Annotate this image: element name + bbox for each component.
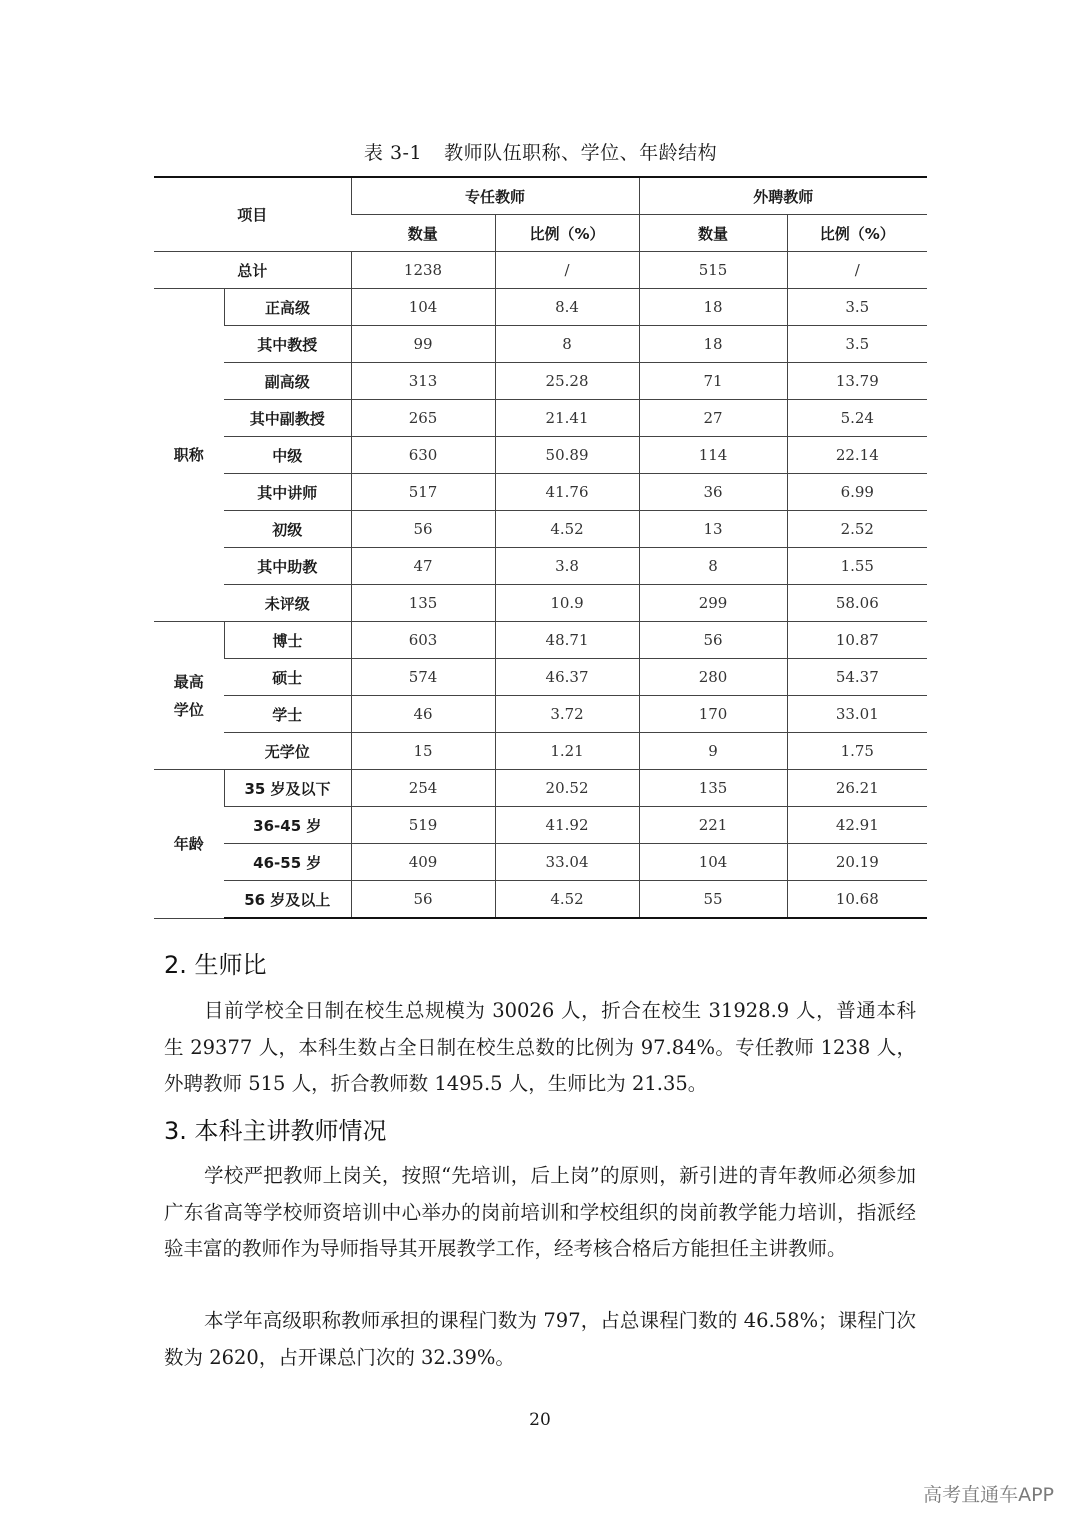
cell-value: 99 (351, 326, 495, 363)
cell-value: 8 (495, 326, 639, 363)
cell-value: 20.52 (495, 770, 639, 807)
group-age-label (154, 770, 224, 919)
cell-value: 3.5 (787, 326, 927, 363)
row-label: 学士 (224, 696, 351, 733)
cell-value: 221 (639, 807, 787, 844)
cell-value: 603 (351, 622, 495, 659)
group-name-line2: 学位 (173, 700, 204, 719)
cell-value: 6.99 (787, 474, 927, 511)
header-fulltime-count: 数量 (351, 215, 495, 252)
row-label: 其中助教 (224, 548, 351, 585)
row-label: 56 岁及以上 (224, 881, 351, 919)
cell-value: 299 (639, 585, 787, 622)
cell-value: 135 (639, 770, 787, 807)
cell-value: 13.79 (787, 363, 927, 400)
cell-value: 630 (351, 437, 495, 474)
cell-value: 27 (639, 400, 787, 437)
cell-value: 1.75 (787, 733, 927, 770)
section-heading-student-teacher-ratio: 2. 生师比 (164, 951, 267, 979)
table-row (154, 733, 927, 770)
cell-value: 254 (351, 770, 495, 807)
paragraph-student-teacher-ratio: 目前学校全日制在校生总规模为 30026 人，折合在校生 31928.9 人，普通本科生 29377 人，本科生数占全日制在校生总数的比例为 97.84%。专任教师 1238 人，外聘教师 515 人，折合教师数 1495.5 人，生师比为 21.35。 (164, 999, 916, 1095)
cell-value: 56 (351, 511, 495, 548)
row-label: 初级 (224, 511, 351, 548)
cell-value: 15 (351, 733, 495, 770)
row-label: 中级 (224, 437, 351, 474)
row-label-total: 总计 (154, 252, 351, 289)
cell-value: 1.55 (787, 548, 927, 585)
cell-value: 22.14 (787, 437, 927, 474)
table-row (154, 548, 927, 585)
row-label: 35 岁及以下 (224, 770, 351, 807)
cell-value: 1.21 (495, 733, 639, 770)
cell-value: 3.8 (495, 548, 639, 585)
cell-value: 36 (639, 474, 787, 511)
cell-value: 10.68 (787, 881, 927, 919)
table-row (154, 881, 927, 919)
group-name: 年龄 (173, 834, 204, 853)
cell-value: 4.52 (495, 511, 639, 548)
cell-value: 13 (639, 511, 787, 548)
cell-value: 3.5 (787, 289, 927, 326)
row-label: 无学位 (224, 733, 351, 770)
cell-value: 280 (639, 659, 787, 696)
row-label: 副高级 (224, 363, 351, 400)
cell-value: / (495, 252, 639, 289)
cell-value: 48.71 (495, 622, 639, 659)
paragraph-lecturer-training: 学校严把教师上岗关，按照“先培训，后上岗”的原则，新引进的青年教师必须参加广东省高等学校师资培训中心举办的岗前培训和学校组织的岗前教学能力培训，指派经验丰富的教师作为导师指导其开展教学工作，经考核合格后方能担任主讲教师。 (164, 1164, 916, 1260)
header-fulltime-teachers: 专任教师 (351, 177, 639, 215)
cell-value: 58.06 (787, 585, 927, 622)
cell-value: 55 (639, 881, 787, 919)
row-label: 博士 (224, 622, 351, 659)
cell-value: 3.72 (495, 696, 639, 733)
cell-value: 5.24 (787, 400, 927, 437)
cell-value: 26.21 (787, 770, 927, 807)
header-fulltime-ratio: 比例（%） (495, 215, 639, 252)
cell-value: 46 (351, 696, 495, 733)
cell-value: 46.37 (495, 659, 639, 696)
cell-value: 18 (639, 326, 787, 363)
cell-value: 515 (639, 252, 787, 289)
table-row (154, 474, 927, 511)
header-item: 项目 (154, 177, 351, 252)
cell-value: 47 (351, 548, 495, 585)
group-title-label (154, 289, 224, 622)
cell-value: 21.41 (495, 400, 639, 437)
table-caption-number: 表 3-1 (363, 142, 423, 164)
cell-value: 33.01 (787, 696, 927, 733)
group-name: 职称 (173, 446, 204, 464)
cell-value: 104 (639, 844, 787, 881)
cell-value: 25.28 (495, 363, 639, 400)
cell-value: 42.91 (787, 807, 927, 844)
group-name-line1: 最高 (173, 672, 204, 691)
cell-value: 517 (351, 474, 495, 511)
cell-value: 2.52 (787, 511, 927, 548)
cell-value: 519 (351, 807, 495, 844)
cell-value: 71 (639, 363, 787, 400)
table-row (154, 770, 927, 807)
table-row (154, 363, 927, 400)
cell-value: 54.37 (787, 659, 927, 696)
row-label: 硕士 (224, 659, 351, 696)
cell-value: 33.04 (495, 844, 639, 881)
cell-value: 41.92 (495, 807, 639, 844)
cell-value: 41.76 (495, 474, 639, 511)
cell-value: 574 (351, 659, 495, 696)
cell-value: 4.52 (495, 881, 639, 919)
cell-value: 1238 (351, 252, 495, 289)
cell-value: 10.87 (787, 622, 927, 659)
table-row (154, 659, 927, 696)
cell-value: 8 (639, 548, 787, 585)
cell-value: 135 (351, 585, 495, 622)
section-heading-lecturers: 3. 本科主讲教师情况 (164, 1117, 387, 1145)
table-row (154, 437, 927, 474)
row-label: 46-55 岁 (224, 844, 351, 881)
cell-value: 313 (351, 363, 495, 400)
table-row (154, 289, 927, 326)
cell-value: 56 (351, 881, 495, 919)
paragraph-senior-courses: 本学年高级职称教师承担的课程门数为 797，占总课程门数的 46.58%；课程门次数为 2620，占开课总门次的 32.39%。 (164, 1309, 916, 1369)
cell-value: 409 (351, 844, 495, 881)
cell-value: 9 (639, 733, 787, 770)
table-row (154, 844, 927, 881)
row-label: 其中教授 (224, 326, 351, 363)
table-row (154, 511, 927, 548)
table-caption (154, 138, 927, 165)
header-external-ratio: 比例（%） (787, 215, 927, 252)
row-label: 其中副教授 (224, 400, 351, 437)
table-header-row (154, 177, 927, 215)
header-external-teachers: 外聘教师 (639, 177, 927, 215)
cell-value: 10.9 (495, 585, 639, 622)
row-label: 未评级 (224, 585, 351, 622)
table-caption-title: 教师队伍职称、学位、年龄结构 (444, 142, 718, 164)
table-row-total (154, 252, 927, 289)
table-row (154, 585, 927, 622)
teacher-structure-table (154, 176, 927, 919)
row-label: 36-45 岁 (224, 807, 351, 844)
cell-value: 20.19 (787, 844, 927, 881)
page-number: 20 (529, 1410, 551, 1430)
cell-value: 56 (639, 622, 787, 659)
cell-value: / (787, 252, 927, 289)
group-degree-label (154, 622, 224, 770)
table-row (154, 400, 927, 437)
table-row (154, 807, 927, 844)
cell-value: 265 (351, 400, 495, 437)
cell-value: 104 (351, 289, 495, 326)
cell-value: 50.89 (495, 437, 639, 474)
cell-value: 170 (639, 696, 787, 733)
table-row (154, 326, 927, 363)
row-label: 正高级 (224, 289, 351, 326)
cell-value: 18 (639, 289, 787, 326)
cell-value: 8.4 (495, 289, 639, 326)
watermark: 高考直通车APP (923, 1484, 1054, 1506)
cell-value: 114 (639, 437, 787, 474)
table-row (154, 622, 927, 659)
header-external-count: 数量 (639, 215, 787, 252)
table-row (154, 696, 927, 733)
row-label: 其中讲师 (224, 474, 351, 511)
